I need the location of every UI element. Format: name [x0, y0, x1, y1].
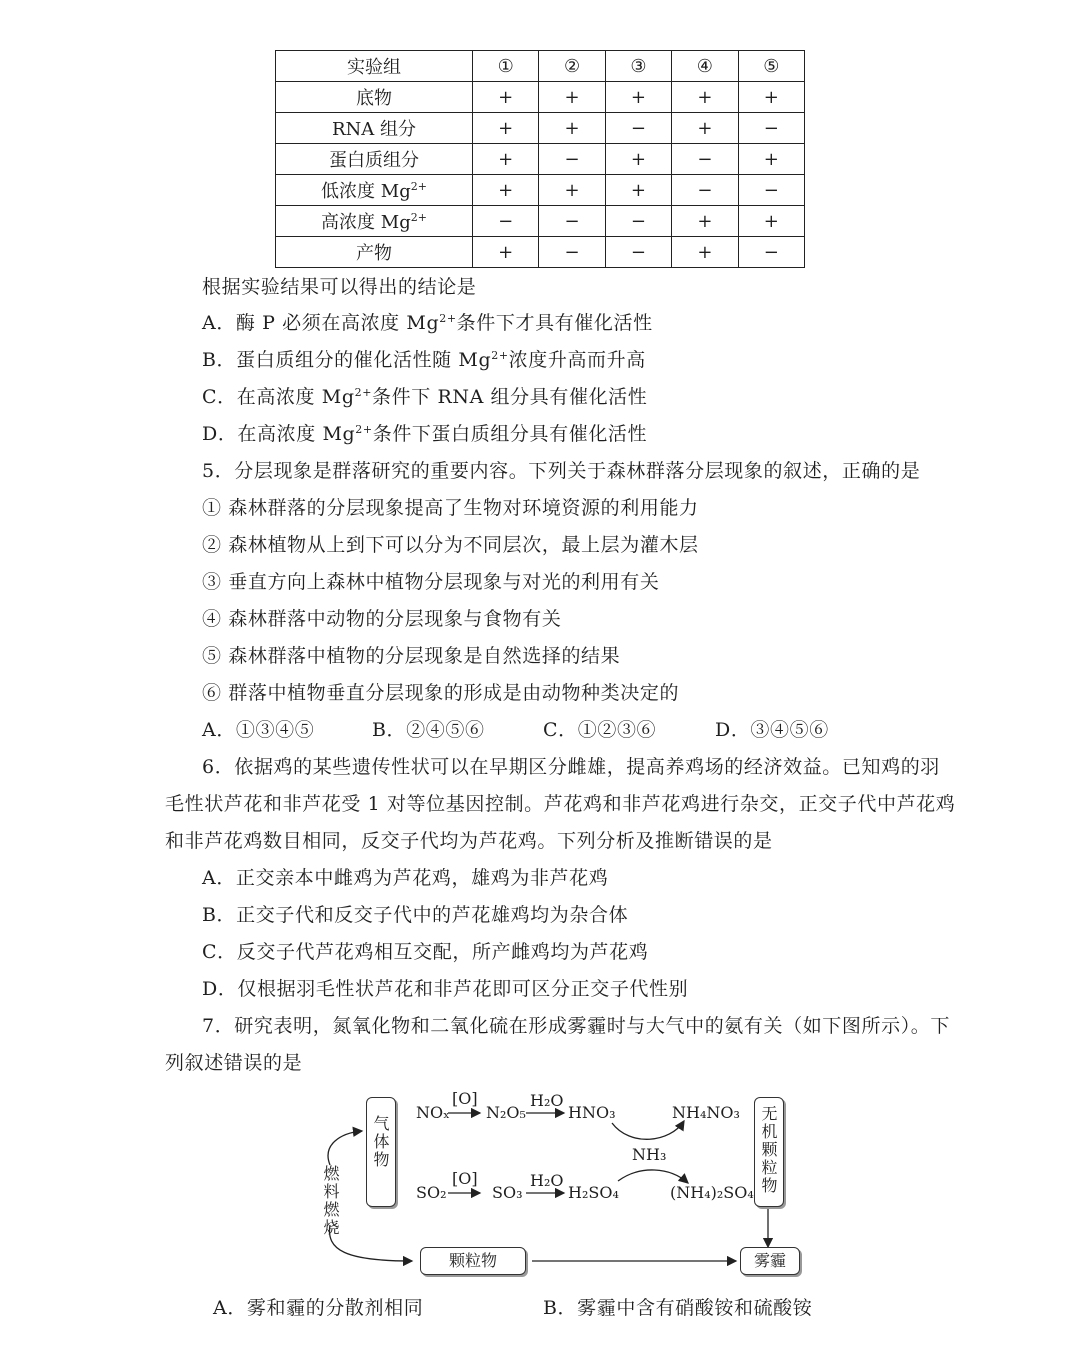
table-row [276, 206, 805, 237]
table-cell: − [473, 206, 539, 237]
table-cell: + [672, 237, 738, 268]
q5-item: ③ 垂直方向上森林中植物分层现象与对光的利用有关 [202, 571, 660, 593]
option-text: C．在高浓度 Mg [202, 386, 355, 408]
q4-option-c[interactable] [202, 382, 647, 409]
q5-item: ⑥ 群落中植物垂直分层现象的形成是由动物种类决定的 [202, 682, 680, 704]
charge-superscript: 2+ [410, 211, 427, 224]
table-cell: + [605, 144, 671, 175]
table-cell: + [672, 206, 738, 237]
q6-option-d[interactable]: D．仅根据羽毛性状芦花和非芦花即可区分正交子代性别 [202, 978, 689, 1000]
table-row-label: RNA 组分 [276, 113, 473, 144]
q6-stem-line: 6．依据鸡的某些遗传性状可以在早期区分雌雄，提高养鸡场的经济效益。已知鸡的羽 [202, 756, 940, 778]
table-cell: + [539, 82, 605, 113]
option-text: B．蛋白质组分的催化活性随 Mg [202, 349, 492, 371]
row-label-text: 高浓度 Mg [321, 212, 411, 233]
table-cell: − [672, 144, 738, 175]
q7-stem-line: 7．研究表明，氮氧化物和二氧化硫在形成雾霾时与大气中的氨有关（如下图所示）。下 [202, 1015, 950, 1037]
table-cell: + [473, 82, 539, 113]
charge-superscript: 2+ [410, 180, 427, 193]
table-cell: + [539, 175, 605, 206]
charge-superscript: 2+ [439, 312, 457, 325]
table-row [276, 237, 805, 268]
hno3-label: HNO₃ [568, 1103, 616, 1122]
table-header-cell: ④ [672, 51, 738, 82]
q5-choice-b[interactable]: B．②④⑤⑥ [372, 719, 485, 741]
table-cell: − [605, 237, 671, 268]
experiment-table [275, 50, 805, 268]
table-cell: − [539, 144, 605, 175]
table-cell: + [738, 206, 804, 237]
nh4no3-label: NH₄NO₃ [672, 1103, 740, 1122]
table-cell: + [738, 144, 804, 175]
nox-label: NOₓ [416, 1103, 450, 1122]
q6-stem-line: 毛性状芦花和非芦花受 1 对等位基因控制。芦花鸡和非芦花鸡进行杂交，正交子代中芦花鸡 [165, 793, 956, 815]
q4-option-b[interactable] [202, 345, 646, 372]
table-header-row [276, 51, 805, 82]
table-header-cell: ① [473, 51, 539, 82]
nh3-label: NH₃ [632, 1145, 667, 1164]
q4-option-d[interactable] [202, 419, 647, 446]
table-cell: − [539, 237, 605, 268]
gas-box-label: 气体物 [371, 1115, 390, 1169]
option-text: 条件下才具有催化活性 [456, 312, 653, 334]
table-cell: + [473, 144, 539, 175]
table-cell: − [672, 175, 738, 206]
table-header-cell: 实验组 [276, 51, 473, 82]
q5-choice-a[interactable]: A．①③④⑤ [202, 719, 315, 741]
fuel-combustion-label: 燃料燃烧 [321, 1165, 340, 1237]
table-row-label [276, 206, 473, 237]
so2-label: SO₂ [416, 1183, 447, 1202]
q7-option-b[interactable]: B．雾霾中含有硝酸铵和硫酸铵 [543, 1297, 813, 1319]
q7-option-a[interactable]: A．雾和霾的分散剂相同 [213, 1297, 424, 1319]
table-cell: − [539, 206, 605, 237]
h2so4-to-ammonium-sulfate-arrow [618, 1170, 688, 1183]
n2o5-label: N₂O₅ [486, 1103, 526, 1122]
table-cell: − [605, 206, 671, 237]
charge-superscript: 2+ [355, 423, 373, 436]
option-text: A．酶 P 必须在高浓度 Mg [202, 312, 440, 334]
table-cell: + [473, 175, 539, 206]
q5-item: ② 森林植物从上到下可以分为不同层次，最上层为灌木层 [202, 534, 699, 556]
table-cell: + [672, 82, 738, 113]
table-cell: − [738, 113, 804, 144]
table-cell: − [738, 175, 804, 206]
table-row-label: 底物 [276, 82, 473, 113]
q6-option-a[interactable]: A．正交亲本中雌鸡为芦花鸡，雄鸡为非芦花鸡 [202, 867, 609, 889]
haze-formation-diagram [300, 1085, 820, 1285]
q5-choices [0, 715, 1080, 741]
option-text: 条件下蛋白质组分具有催化活性 [372, 423, 648, 445]
table-cell: − [605, 113, 671, 144]
water-label-top: H₂O [530, 1091, 564, 1110]
fuel-to-particle-arrow [329, 1225, 412, 1261]
charge-superscript: 2+ [354, 386, 373, 399]
table-cell: − [738, 237, 804, 268]
q6-option-c[interactable]: C．反交子代芦花鸡相互交配，所产雌鸡均为芦花鸡 [202, 941, 649, 963]
q7-stem-line: 列叙述错误的是 [165, 1052, 303, 1074]
haze-box: 雾霾 [740, 1247, 800, 1275]
oxidant-label-bottom: [O] [452, 1169, 478, 1188]
option-text: 浓度升高而升高 [508, 349, 646, 371]
table-row-label: 蛋白质组分 [276, 144, 473, 175]
table-cell: + [605, 82, 671, 113]
table-header-cell: ⑤ [738, 51, 804, 82]
table-cell: + [672, 113, 738, 144]
table-row [276, 175, 805, 206]
q4-option-a[interactable] [202, 308, 653, 335]
fuel-to-gas-arrow [328, 1131, 362, 1165]
q5-stem: 5．分层现象是群落研究的重要内容。下列关于森林群落分层现象的叙述，正确的是 [202, 460, 921, 482]
table-row-label: 产物 [276, 237, 473, 268]
table-cell: + [473, 237, 539, 268]
particle-box: 颗粒物 [420, 1247, 526, 1275]
table-cell: + [605, 175, 671, 206]
ammonium-sulfate-label: (NH₄)₂SO₄ [670, 1183, 754, 1202]
q4-conclusion-prompt: 根据实验结果可以得出的结论是 [202, 276, 477, 298]
table-row [276, 144, 805, 175]
inorganic-particle-label: 无机颗粒物 [759, 1105, 778, 1195]
water-label-bottom: H₂O [530, 1171, 564, 1190]
table-row-label [276, 175, 473, 206]
q6-stem-line: 和非芦花鸡数目相同，反交子代均为芦花鸡。下列分析及推断错误的是 [165, 830, 773, 852]
row-label-text: 低浓度 Mg [321, 181, 411, 202]
oxidant-label-top: [O] [452, 1089, 478, 1108]
q5-choice-d[interactable]: D．③④⑤⑥ [715, 719, 829, 741]
charge-superscript: 2+ [491, 349, 509, 362]
h2so4-label: H₂SO₄ [568, 1183, 619, 1202]
table-row [276, 113, 805, 144]
table-header-cell: ② [539, 51, 605, 82]
table-header-cell: ③ [605, 51, 671, 82]
hno3-to-nh4no3-arrow [612, 1121, 684, 1139]
so3-label: SO₃ [492, 1183, 523, 1202]
q5-item: ① 森林群落的分层现象提高了生物对环境资源的利用能力 [202, 497, 699, 519]
q5-item: ④ 森林群落中动物的分层现象与食物有关 [202, 608, 562, 630]
q5-choice-c[interactable]: C．①②③⑥ [543, 719, 657, 741]
q5-item: ⑤ 森林群落中植物的分层现象是自然选择的结果 [202, 645, 621, 667]
table-row [276, 82, 805, 113]
option-text: D．在高浓度 Mg [202, 423, 356, 445]
option-text: 条件下 RNA 组分具有催化活性 [372, 386, 648, 408]
q6-option-b[interactable]: B．正交子代和反交子代中的芦花雄鸡均为杂合体 [202, 904, 629, 926]
table-cell: + [738, 82, 804, 113]
table-cell: + [539, 113, 605, 144]
table-cell: + [473, 113, 539, 144]
